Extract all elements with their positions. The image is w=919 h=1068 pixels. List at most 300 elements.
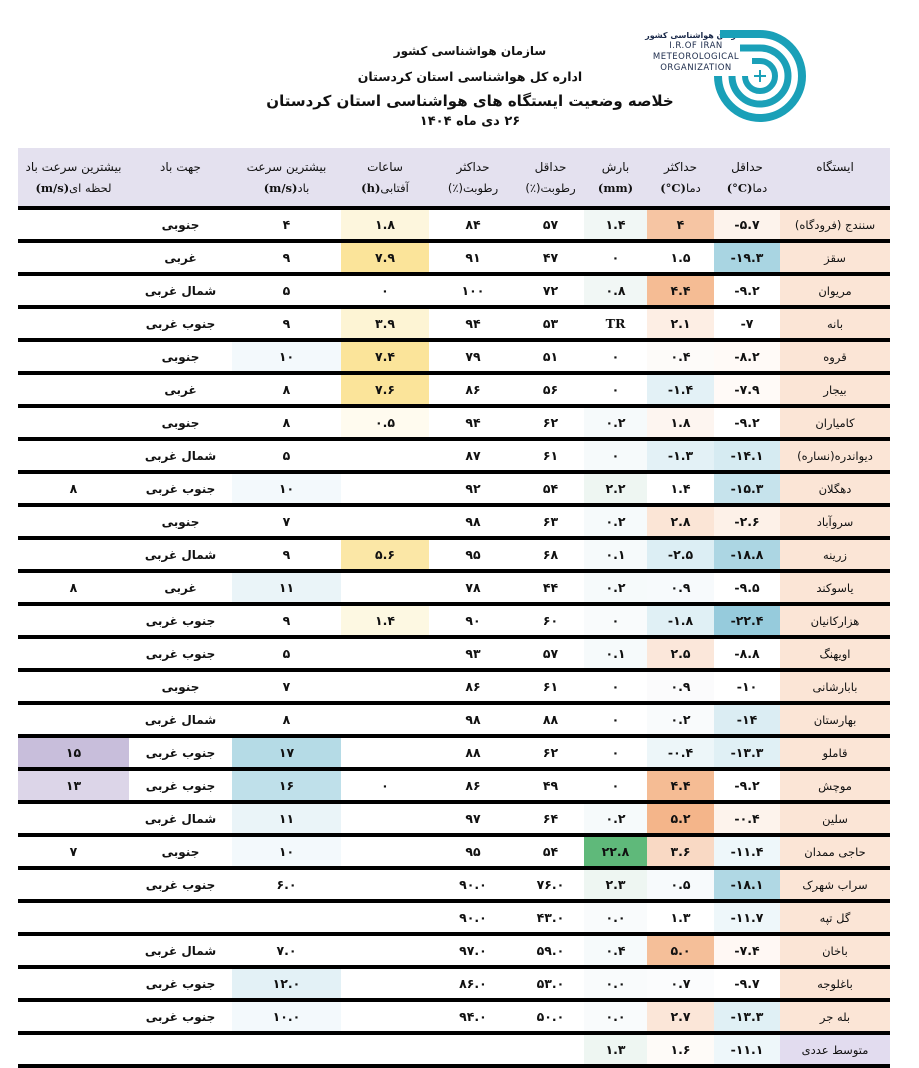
cell-max-gust <box>18 1000 129 1033</box>
cell-max-temp: -۱.۳ <box>647 439 714 472</box>
cell-max-humidity <box>429 1033 517 1066</box>
report-title: خلاصه وضعیت ایستگاه های هواشناسی استان کردستان <box>266 92 674 110</box>
cell-sunshine-hours: ۷.۹ <box>341 241 429 274</box>
cell-max-humidity: ۱۰۰ <box>429 274 517 307</box>
cell-min-humidity: ۴۳.۰ <box>517 901 584 934</box>
cell-wind-direction: غربی <box>129 241 232 274</box>
cell-precipitation: ۲.۳ <box>584 868 647 901</box>
cell-station: بله جر <box>780 1000 890 1033</box>
table-row <box>18 274 890 307</box>
cell-max-gust: ۸ <box>18 472 129 505</box>
cell-min-humidity: ۵۷ <box>517 637 584 670</box>
table-row <box>18 670 890 703</box>
cell-max-gust <box>18 637 129 670</box>
cell-sunshine-hours <box>341 901 429 934</box>
cell-station: قاملو <box>780 736 890 769</box>
cell-sunshine-hours: ۰.۵ <box>341 406 429 439</box>
cell-station: سروآباد <box>780 505 890 538</box>
cell-max-wind-speed: ۷.۰ <box>232 934 341 967</box>
column-header-max-wind-speed: بیشترین سرعت باد(m/s) <box>232 148 341 208</box>
cell-precipitation: ۲۲.۸ <box>584 835 647 868</box>
cell-precipitation: ۰ <box>584 736 647 769</box>
cell-wind-direction: جنوبی <box>129 505 232 538</box>
cell-wind-direction: جنوب غربی <box>129 1000 232 1033</box>
cell-station: بانه <box>780 307 890 340</box>
cell-max-wind-speed: ۱۱ <box>232 802 341 835</box>
cell-max-temp: -۱.۴ <box>647 373 714 406</box>
cell-sunshine-hours: ۱.۸ <box>341 208 429 241</box>
table-row <box>18 340 890 373</box>
cell-wind-direction: جنوبی <box>129 406 232 439</box>
cell-max-wind-speed: ۱۰ <box>232 340 341 373</box>
cell-precipitation: ۲.۲ <box>584 472 647 505</box>
cell-max-humidity: ۸۶ <box>429 373 517 406</box>
table-row <box>18 406 890 439</box>
cell-max-gust: ۷ <box>18 835 129 868</box>
cell-station: سراب شهرک <box>780 868 890 901</box>
cell-station: هزارکانیان <box>780 604 890 637</box>
cell-max-humidity: ۹۸ <box>429 703 517 736</box>
cell-max-humidity: ۹۷ <box>429 802 517 835</box>
cell-sunshine-hours <box>341 934 429 967</box>
cell-station: بابارشانی <box>780 670 890 703</box>
cell-min-humidity: ۸۸ <box>517 703 584 736</box>
cell-station: متوسط عددی <box>780 1033 890 1066</box>
table-row <box>18 835 890 868</box>
cell-max-temp: ۴.۴ <box>647 769 714 802</box>
cell-min-temp: -۷ <box>714 307 780 340</box>
cell-max-temp: -۰.۴ <box>647 736 714 769</box>
cell-sunshine-hours: ۷.۶ <box>341 373 429 406</box>
cell-min-humidity: ۵۳.۰ <box>517 967 584 1000</box>
cell-max-temp: ۱.۳ <box>647 901 714 934</box>
cell-max-temp: ۵.۲ <box>647 802 714 835</box>
cell-max-gust <box>18 538 129 571</box>
cell-max-temp: ۰.۹ <box>647 571 714 604</box>
cell-station: موچش <box>780 769 890 802</box>
column-header-max-humidity: حداکثر رطوبت(٪) <box>429 148 517 208</box>
cell-station: اویهنگ <box>780 637 890 670</box>
cell-wind-direction: جنوب غربی <box>129 967 232 1000</box>
cell-max-wind-speed: ۱۲.۰ <box>232 967 341 1000</box>
cell-station: مریوان <box>780 274 890 307</box>
cell-max-temp: ۰.۷ <box>647 967 714 1000</box>
cell-max-gust: ۸ <box>18 571 129 604</box>
column-header-min-temp: حداقل دما(°C) <box>714 148 780 208</box>
cell-max-humidity: ۹۰ <box>429 604 517 637</box>
cell-min-humidity: ۶۴ <box>517 802 584 835</box>
cell-sunshine-hours: ۳.۹ <box>341 307 429 340</box>
cell-wind-direction: جنوب غربی <box>129 769 232 802</box>
cell-max-gust <box>18 703 129 736</box>
cell-max-temp: ۰.۲ <box>647 703 714 736</box>
cell-max-wind-speed <box>232 1033 341 1066</box>
table-row <box>18 967 890 1000</box>
cell-station: سنندج (فرودگاه) <box>780 208 890 241</box>
cell-max-gust <box>18 1033 129 1066</box>
cell-station: دیواندره(نساره) <box>780 439 890 472</box>
cell-wind-direction <box>129 901 232 934</box>
stations-table <box>18 148 890 1068</box>
cell-sunshine-hours <box>341 439 429 472</box>
cell-sunshine-hours <box>341 703 429 736</box>
table-row <box>18 868 890 901</box>
column-header-max-temp: حداکثر دما(°C) <box>647 148 714 208</box>
cell-min-temp: -۵.۷ <box>714 208 780 241</box>
cell-station: بهارستان <box>780 703 890 736</box>
cell-max-gust <box>18 670 129 703</box>
cell-max-gust <box>18 505 129 538</box>
cell-min-humidity: ۴۹ <box>517 769 584 802</box>
cell-wind-direction: جنوبی <box>129 670 232 703</box>
cell-max-gust <box>18 901 129 934</box>
table-row <box>18 901 890 934</box>
table-row <box>18 307 890 340</box>
cell-max-humidity: ۷۹ <box>429 340 517 373</box>
report-header <box>0 0 919 148</box>
cell-sunshine-hours <box>341 1033 429 1066</box>
cell-max-humidity: ۹۴ <box>429 406 517 439</box>
cell-min-temp: -۹.۵ <box>714 571 780 604</box>
cell-min-temp: -۷.۹ <box>714 373 780 406</box>
table-row <box>18 637 890 670</box>
cell-wind-direction: جنوب غربی <box>129 604 232 637</box>
cell-precipitation: ۰ <box>584 373 647 406</box>
cell-min-temp: -۱۴ <box>714 703 780 736</box>
cell-sunshine-hours <box>341 835 429 868</box>
cell-wind-direction: غربی <box>129 373 232 406</box>
table-row <box>18 1000 890 1033</box>
cell-precipitation: ۰ <box>584 439 647 472</box>
cell-min-temp: -۱۱.۱ <box>714 1033 780 1066</box>
cell-max-gust <box>18 274 129 307</box>
cell-station: کامیاران <box>780 406 890 439</box>
cell-max-wind-speed: ۱۱ <box>232 571 341 604</box>
table-row <box>18 736 890 769</box>
cell-min-humidity: ۶۲ <box>517 406 584 439</box>
cell-wind-direction: جنوب غربی <box>129 307 232 340</box>
cell-min-temp: -۱۸.۸ <box>714 538 780 571</box>
cell-min-temp: -۹.۲ <box>714 274 780 307</box>
cell-min-humidity: ۶۱ <box>517 439 584 472</box>
table-row <box>18 505 890 538</box>
cell-sunshine-hours <box>341 472 429 505</box>
cell-min-temp: -۹.۲ <box>714 406 780 439</box>
cell-sunshine-hours <box>341 637 429 670</box>
cell-min-humidity: ۵۹.۰ <box>517 934 584 967</box>
cell-max-humidity: ۹۰.۰ <box>429 901 517 934</box>
report-date: ۲۶ دی ماه ۱۴۰۴ <box>419 114 521 129</box>
cell-max-wind-speed: ۷ <box>232 505 341 538</box>
cell-station: سقز <box>780 241 890 274</box>
cell-max-humidity: ۹۳ <box>429 637 517 670</box>
cell-precipitation: ۱.۳ <box>584 1033 647 1066</box>
cell-min-humidity: ۷۲ <box>517 274 584 307</box>
cell-min-temp: -۱۱.۷ <box>714 901 780 934</box>
cell-max-gust <box>18 439 129 472</box>
cell-station: بیجار <box>780 373 890 406</box>
table-row <box>18 571 890 604</box>
cell-max-wind-speed: ۹ <box>232 241 341 274</box>
table-header-row <box>18 148 890 208</box>
cell-wind-direction: جنوب غربی <box>129 637 232 670</box>
cell-min-temp: -۱۱.۴ <box>714 835 780 868</box>
cell-min-humidity: ۶۳ <box>517 505 584 538</box>
cell-sunshine-hours <box>341 967 429 1000</box>
cell-max-gust <box>18 241 129 274</box>
cell-max-gust <box>18 802 129 835</box>
table-body <box>18 208 890 1066</box>
cell-precipitation: ۰.۰ <box>584 901 647 934</box>
meteorological-organization-logo <box>640 26 810 126</box>
cell-max-gust <box>18 604 129 637</box>
cell-min-temp: -۸.۲ <box>714 340 780 373</box>
cell-max-temp: ۱.۵ <box>647 241 714 274</box>
cell-min-humidity: ۷۶.۰ <box>517 868 584 901</box>
cell-wind-direction <box>129 1033 232 1066</box>
cell-precipitation: ۰.۱ <box>584 637 647 670</box>
cell-max-humidity: ۹۵ <box>429 835 517 868</box>
cell-station: باغلوجه <box>780 967 890 1000</box>
org-name: سازمان هواشناسی کشور <box>393 44 547 58</box>
cell-max-temp: ۲.۵ <box>647 637 714 670</box>
cell-min-temp: -۸.۸ <box>714 637 780 670</box>
cell-min-humidity: ۴۷ <box>517 241 584 274</box>
cell-max-wind-speed: ۴ <box>232 208 341 241</box>
column-header-min-humidity: حداقل رطوبت(٪) <box>517 148 584 208</box>
cell-max-temp: ۴ <box>647 208 714 241</box>
cell-max-wind-speed: ۹ <box>232 604 341 637</box>
cell-max-gust <box>18 406 129 439</box>
cell-max-humidity: ۹۰.۰ <box>429 868 517 901</box>
cell-max-humidity: ۸۸ <box>429 736 517 769</box>
cell-max-humidity: ۹۴.۰ <box>429 1000 517 1033</box>
cell-min-temp: -۱۸.۱ <box>714 868 780 901</box>
cell-max-temp: ۲.۱ <box>647 307 714 340</box>
cell-max-wind-speed: ۹ <box>232 538 341 571</box>
cell-max-wind-speed: ۱۶ <box>232 769 341 802</box>
cell-min-temp: -۱۹.۳ <box>714 241 780 274</box>
cell-max-humidity: ۹۴ <box>429 307 517 340</box>
cell-max-humidity: ۹۵ <box>429 538 517 571</box>
table-row <box>18 241 890 274</box>
cell-precipitation: ۰ <box>584 604 647 637</box>
cell-max-humidity: ۸۴ <box>429 208 517 241</box>
cell-max-temp: ۳.۶ <box>647 835 714 868</box>
column-header-station: ایستگاه <box>780 148 890 208</box>
cell-wind-direction: شمال غربی <box>129 802 232 835</box>
cell-precipitation: ۱.۴ <box>584 208 647 241</box>
cell-max-wind-speed <box>232 901 341 934</box>
cell-wind-direction: جنوب غربی <box>129 472 232 505</box>
cell-max-wind-speed: ۸ <box>232 373 341 406</box>
average-row <box>18 1033 890 1066</box>
cell-sunshine-hours: ۱.۴ <box>341 604 429 637</box>
cell-max-temp: -۲.۵ <box>647 538 714 571</box>
table-row <box>18 769 890 802</box>
cell-max-humidity: ۹۱ <box>429 241 517 274</box>
cell-wind-direction: جنوب غربی <box>129 736 232 769</box>
cell-wind-direction: جنوبی <box>129 208 232 241</box>
cell-max-gust <box>18 208 129 241</box>
cell-min-temp: -۱۳.۳ <box>714 1000 780 1033</box>
cell-sunshine-hours: ۰ <box>341 274 429 307</box>
cell-max-temp: ۰.۴ <box>647 340 714 373</box>
cell-min-humidity <box>517 1033 584 1066</box>
cell-max-temp: ۰.۵ <box>647 868 714 901</box>
cell-precipitation: ۰.۲ <box>584 571 647 604</box>
cell-min-humidity: ۴۴ <box>517 571 584 604</box>
title-block <box>260 38 680 132</box>
cell-wind-direction: جنوب غربی <box>129 868 232 901</box>
cell-precipitation: ۰ <box>584 703 647 736</box>
cell-sunshine-hours <box>341 505 429 538</box>
cell-min-humidity: ۶۰ <box>517 604 584 637</box>
cell-max-wind-speed: ۱۰.۰ <box>232 1000 341 1033</box>
cell-min-humidity: ۵۴ <box>517 835 584 868</box>
cell-precipitation: ۰ <box>584 241 647 274</box>
cell-wind-direction: شمال غربی <box>129 274 232 307</box>
cell-sunshine-hours: ۰ <box>341 769 429 802</box>
cell-max-temp: ۲.۸ <box>647 505 714 538</box>
cell-precipitation: ۰.۲ <box>584 406 647 439</box>
cell-precipitation: ۰ <box>584 769 647 802</box>
cell-min-humidity: ۵۱ <box>517 340 584 373</box>
office-name: اداره کل هواشناسی استان کردستان <box>357 69 583 84</box>
cell-precipitation: ۰.۲ <box>584 802 647 835</box>
cell-max-humidity: ۸۶ <box>429 769 517 802</box>
cell-min-humidity: ۵۴ <box>517 472 584 505</box>
cell-station: زرینه <box>780 538 890 571</box>
cell-max-gust <box>18 934 129 967</box>
cell-max-humidity: ۷۸ <box>429 571 517 604</box>
cell-max-temp: ۵.۰ <box>647 934 714 967</box>
cell-max-gust <box>18 967 129 1000</box>
cell-max-temp: ۴.۴ <box>647 274 714 307</box>
cell-precipitation: ۰.۰ <box>584 967 647 1000</box>
cell-max-wind-speed: ۷ <box>232 670 341 703</box>
cell-max-humidity: ۸۶ <box>429 670 517 703</box>
cell-precipitation: ۰.۴ <box>584 934 647 967</box>
cell-max-wind-speed: ۸ <box>232 406 341 439</box>
cell-wind-direction: شمال غربی <box>129 703 232 736</box>
cell-station: باخان <box>780 934 890 967</box>
table-row <box>18 802 890 835</box>
cell-precipitation: TR <box>584 307 647 340</box>
cell-min-temp: -۱۳.۳ <box>714 736 780 769</box>
cell-max-wind-speed: ۱۷ <box>232 736 341 769</box>
cell-sunshine-hours <box>341 802 429 835</box>
cell-max-temp: ۱.۸ <box>647 406 714 439</box>
cell-min-humidity: ۵۷ <box>517 208 584 241</box>
cell-min-humidity: ۵۰.۰ <box>517 1000 584 1033</box>
cell-max-humidity: ۸۷ <box>429 439 517 472</box>
cell-precipitation: ۰.۱ <box>584 538 647 571</box>
cell-sunshine-hours <box>341 736 429 769</box>
cell-max-temp: ۱.۴ <box>647 472 714 505</box>
cell-max-gust <box>18 373 129 406</box>
cell-wind-direction: شمال غربی <box>129 439 232 472</box>
cell-sunshine-hours <box>341 868 429 901</box>
cell-sunshine-hours: ۷.۴ <box>341 340 429 373</box>
cell-precipitation: ۰.۰ <box>584 1000 647 1033</box>
cell-wind-direction: غربی <box>129 571 232 604</box>
cell-station: سلین <box>780 802 890 835</box>
cell-wind-direction: جنوبی <box>129 340 232 373</box>
cell-max-temp: -۱.۸ <box>647 604 714 637</box>
cell-min-temp: -۲.۶ <box>714 505 780 538</box>
column-header-sunshine-hours: ساعات آفتابی(h) <box>341 148 429 208</box>
cell-max-humidity: ۹۸ <box>429 505 517 538</box>
cell-sunshine-hours <box>341 1000 429 1033</box>
cell-min-temp: -۷.۴ <box>714 934 780 967</box>
cell-max-humidity: ۹۲ <box>429 472 517 505</box>
cell-max-temp: ۱.۶ <box>647 1033 714 1066</box>
cell-wind-direction: شمال غربی <box>129 538 232 571</box>
cell-max-wind-speed: ۹ <box>232 307 341 340</box>
cell-min-temp: -۹.۲ <box>714 769 780 802</box>
logo-text: سازمان هواشناسی کشور I.R.OF IRAN METEOROLOGICAL ORGANIZATION <box>645 31 747 73</box>
cell-min-humidity: ۵۳ <box>517 307 584 340</box>
table-row <box>18 538 890 571</box>
column-header-precipitation: بارش (mm) <box>584 148 647 208</box>
cell-min-temp: -۱۴.۱ <box>714 439 780 472</box>
cell-min-humidity: ۶۱ <box>517 670 584 703</box>
cell-min-temp: -۹.۷ <box>714 967 780 1000</box>
cell-sunshine-hours: ۵.۶ <box>341 538 429 571</box>
cell-precipitation: ۰ <box>584 670 647 703</box>
column-header-wind-direction: جهت باد <box>129 148 232 208</box>
spiral-logo-icon <box>710 26 810 126</box>
cell-max-wind-speed: ۸ <box>232 703 341 736</box>
cell-sunshine-hours <box>341 571 429 604</box>
cell-max-wind-speed: ۱۰ <box>232 835 341 868</box>
column-header-max-gust: بیشترین سرعت باد لحظه ای(m/s) <box>18 148 129 208</box>
table-row <box>18 208 890 241</box>
cell-min-temp: -۱۰ <box>714 670 780 703</box>
cell-max-wind-speed: ۵ <box>232 274 341 307</box>
cell-min-humidity: ۵۶ <box>517 373 584 406</box>
cell-min-temp: -۲۲.۴ <box>714 604 780 637</box>
cell-precipitation: ۰ <box>584 340 647 373</box>
cell-max-gust <box>18 340 129 373</box>
table-row <box>18 472 890 505</box>
cell-max-gust <box>18 868 129 901</box>
table-row <box>18 934 890 967</box>
cell-max-temp: ۰.۹ <box>647 670 714 703</box>
cell-max-gust <box>18 307 129 340</box>
cell-wind-direction: جنوبی <box>129 835 232 868</box>
cell-max-temp: ۲.۷ <box>647 1000 714 1033</box>
cell-precipitation: ۰.۸ <box>584 274 647 307</box>
cell-min-humidity: ۶۲ <box>517 736 584 769</box>
cell-station: یاسوکند <box>780 571 890 604</box>
table-row <box>18 373 890 406</box>
table-row <box>18 439 890 472</box>
table-row <box>18 604 890 637</box>
cell-min-humidity: ۶۸ <box>517 538 584 571</box>
table-row <box>18 703 890 736</box>
cell-max-gust: ۱۵ <box>18 736 129 769</box>
cell-max-gust: ۱۳ <box>18 769 129 802</box>
cell-max-wind-speed: ۵ <box>232 637 341 670</box>
cell-min-temp: -۱۵.۳ <box>714 472 780 505</box>
cell-sunshine-hours <box>341 670 429 703</box>
cell-wind-direction: شمال غربی <box>129 934 232 967</box>
cell-max-wind-speed: ۱۰ <box>232 472 341 505</box>
cell-min-temp: -۰.۴ <box>714 802 780 835</box>
cell-max-humidity: ۸۶.۰ <box>429 967 517 1000</box>
